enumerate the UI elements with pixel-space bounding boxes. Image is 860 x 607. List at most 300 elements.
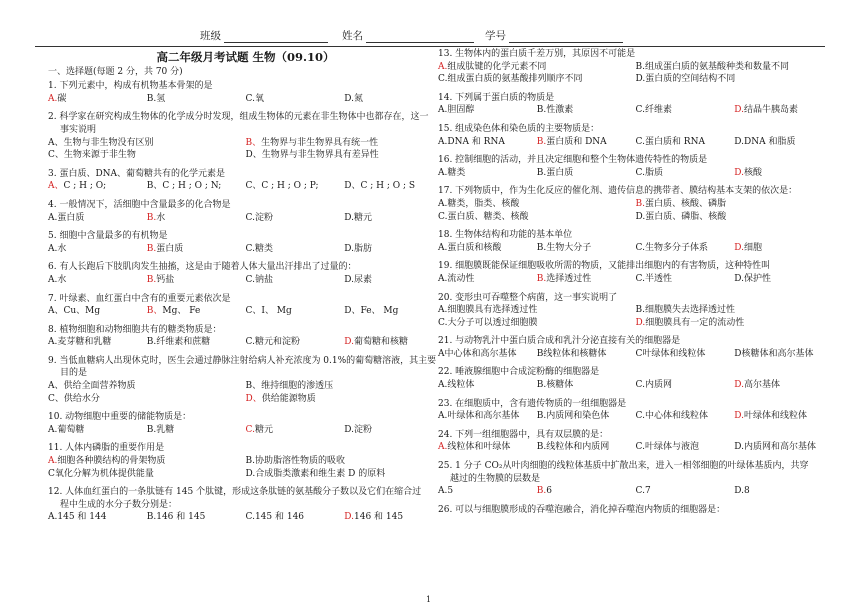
- question-stem: 22. 唾液腺细胞中合成淀粉酶的细胞器是: [438, 367, 600, 378]
- option-letter: A.: [438, 411, 448, 422]
- question-item: [438, 185, 833, 223]
- answer-option[interactable]: [147, 180, 246, 193]
- question-stem-continued: 目的是: [60, 368, 88, 379]
- answer-option[interactable]: [48, 212, 147, 225]
- question-item: [438, 48, 833, 86]
- option-letter: A.: [438, 105, 448, 116]
- option-text: 糖元和淀粉: [254, 337, 300, 348]
- question-item: [48, 442, 443, 480]
- answer-option[interactable]: [246, 424, 345, 437]
- option-letter: A.: [48, 424, 58, 435]
- question-stem: 24. 下列一组细胞器中，具有双层膜的是：: [438, 429, 609, 440]
- option-text: 核糖体和高尔基体: [741, 348, 814, 359]
- answer-option[interactable]: [344, 93, 443, 106]
- option-text: 线粒体和叶绿体: [447, 442, 511, 453]
- answer-option[interactable]: [147, 274, 246, 287]
- option-text: 糖类: [254, 243, 273, 254]
- option-text: 性激素: [546, 105, 574, 116]
- option-text: 水: [156, 212, 166, 223]
- answer-option[interactable]: [48, 424, 147, 437]
- question-stem: 15. 组成染色体和染色质的主要物质是：: [438, 123, 600, 134]
- option-letter: B.: [536, 380, 547, 391]
- page-number: 1: [426, 595, 432, 604]
- answer-option[interactable]: [246, 93, 345, 106]
- answer-option[interactable]: [438, 485, 537, 498]
- option-text: C ; H ; O ; P;: [261, 181, 319, 192]
- option-text: 组成肽键的化学元素不同: [447, 61, 547, 72]
- question-stem: 17. 下列物质中，作为生化反应的催化剂、遗传信息的携带者、膜结构基本支架的依次是：: [438, 186, 798, 197]
- option-text: 糖元: [354, 212, 373, 223]
- answer-option[interactable]: [734, 379, 833, 392]
- option-text: 脂肪: [354, 243, 373, 254]
- option-letter: A.: [438, 273, 448, 284]
- option-text: 淀粉: [254, 212, 273, 223]
- option-letter: D.: [734, 105, 745, 116]
- answer-option[interactable]: [734, 485, 833, 498]
- option-letter: B.: [536, 167, 547, 178]
- option-letter: C.: [635, 167, 645, 178]
- option-text: 细胞膜具有选择透过性: [447, 305, 538, 316]
- question-stem: 14. 下列属于蛋白质的物质是: [438, 92, 555, 103]
- answer-option[interactable]: [344, 274, 443, 287]
- answer-option[interactable]: [537, 410, 636, 423]
- answer-option[interactable]: [246, 137, 444, 150]
- option-text: 蛋白质: [57, 212, 85, 223]
- answer-option[interactable]: [636, 273, 735, 286]
- answer-option[interactable]: [48, 305, 147, 318]
- option-letter: D.: [635, 211, 646, 222]
- answer-option[interactable]: [48, 137, 246, 150]
- answer-options: [48, 336, 443, 349]
- option-text: 胆固醇: [447, 105, 475, 116]
- question-item: [438, 154, 833, 179]
- option-text: 淀粉: [354, 424, 373, 435]
- question-stem: 20. 变形虫可吞噬整个病菌，这一事实说明了: [438, 292, 618, 303]
- question-stem: 18. 生物体结构和功能的基本单位: [438, 230, 573, 241]
- name-label: 姓名: [342, 30, 363, 42]
- answer-option[interactable]: [636, 211, 834, 224]
- question-stem: 23. 在细胞质中，含有遗传物质的一组细胞器是: [438, 398, 627, 409]
- option-letter: B.: [146, 337, 157, 348]
- answer-option[interactable]: [537, 136, 636, 149]
- answer-option[interactable]: [438, 317, 636, 330]
- option-letter: A.: [48, 212, 58, 223]
- answer-options: [48, 380, 443, 405]
- answer-option[interactable]: [537, 485, 636, 498]
- answer-option[interactable]: [438, 410, 537, 423]
- answer-option[interactable]: [246, 380, 444, 393]
- option-letter: D.: [344, 512, 355, 523]
- option-text: 麦芽糖和乳糖: [57, 337, 112, 348]
- question-item: [48, 230, 443, 255]
- option-text: 5: [447, 486, 454, 497]
- option-letter: B.: [146, 243, 157, 254]
- option-letter: B、: [245, 381, 262, 392]
- answer-option[interactable]: [438, 242, 537, 255]
- option-text: 叶绿体和线粒体: [642, 348, 706, 359]
- option-letter: C.: [635, 380, 645, 391]
- option-letter: C.: [635, 442, 645, 453]
- option-letter: C.: [438, 211, 448, 222]
- question-item: [48, 111, 443, 161]
- answer-option[interactable]: [636, 304, 834, 317]
- answer-options: [438, 485, 833, 498]
- answer-option[interactable]: [48, 180, 147, 193]
- option-text: 蛋白质和核酸: [447, 242, 502, 253]
- question-stem-continued: 越过的生物膜的层数是: [450, 473, 541, 484]
- option-letter: D.: [344, 212, 355, 223]
- question-stem: 26. 可以与细胞膜形成的吞噬泡融合，消化掉吞噬泡内物质的细胞器是：: [438, 504, 726, 515]
- option-text: 水: [57, 243, 67, 254]
- option-letter: B.: [536, 411, 547, 422]
- option-text: 中心体和线粒体: [644, 411, 708, 422]
- answer-options: [438, 61, 833, 86]
- option-text: C ; H ; O ; N;: [162, 181, 222, 192]
- option-text: 内质网和染色体: [546, 411, 610, 422]
- answer-option[interactable]: [537, 242, 636, 255]
- option-letter: C.: [438, 317, 448, 328]
- option-letter: B.: [536, 242, 547, 253]
- option-text: 糖元: [254, 424, 273, 435]
- answer-option[interactable]: [537, 104, 636, 117]
- option-letter: D.: [344, 337, 355, 348]
- answer-option[interactable]: [48, 380, 246, 393]
- student-info-header: [0, 28, 860, 46]
- answer-option[interactable]: [438, 167, 537, 180]
- answer-option[interactable]: [537, 379, 636, 392]
- option-letter: D.: [734, 486, 745, 497]
- answer-option[interactable]: [48, 393, 246, 406]
- option-letter: D、: [344, 181, 361, 192]
- option-text: 蛋白质的空间结构不同: [645, 74, 736, 85]
- option-letter: D.: [635, 74, 646, 85]
- question-stem: 9. 当低血糖病人出现休克时，医生会通过静脉注射给病人补充浓度为 0.1%的葡萄糖溶液，其主要: [48, 355, 437, 366]
- answer-options: [48, 274, 443, 287]
- question-stem-continued: 程中生成的水分子数分别是：: [60, 499, 178, 510]
- option-letter: C.: [245, 512, 255, 523]
- option-text: 半透性: [644, 273, 672, 284]
- option-letter: D.: [635, 317, 646, 328]
- answer-option[interactable]: [48, 274, 147, 287]
- answer-option[interactable]: [147, 511, 246, 524]
- option-text: 选择透过性: [546, 273, 592, 284]
- option-text: 内质网: [644, 380, 672, 391]
- answer-option[interactable]: [246, 336, 345, 349]
- option-letter: C.: [635, 411, 645, 422]
- option-text: 糖类: [447, 167, 466, 178]
- option-text: I、 Mg: [261, 306, 292, 317]
- option-text: 水: [57, 274, 67, 285]
- answer-option[interactable]: [147, 305, 246, 318]
- question-item: [438, 92, 833, 117]
- answer-option[interactable]: [48, 149, 246, 162]
- option-text: 脂质: [644, 167, 663, 178]
- question-stem: 21. 与动物乳汁中蛋白质合成和乳汁分泌直接有关的细胞器是: [438, 336, 681, 347]
- question-item: [48, 168, 443, 193]
- answer-option[interactable]: [344, 212, 443, 225]
- answer-option[interactable]: [537, 348, 636, 361]
- answer-option[interactable]: [344, 511, 443, 524]
- answer-option[interactable]: [636, 104, 735, 117]
- answer-option[interactable]: [636, 379, 735, 392]
- answer-options: [48, 424, 443, 437]
- option-letter: B.: [146, 212, 157, 223]
- answer-option[interactable]: [48, 455, 246, 468]
- answer-option[interactable]: [438, 304, 636, 317]
- answer-option[interactable]: [537, 441, 636, 454]
- question-item: [438, 504, 833, 517]
- option-text: 生物界与非生物界具有统一性: [261, 137, 379, 148]
- question-item: [48, 355, 443, 405]
- option-letter: B.: [635, 198, 645, 209]
- option-letter: A.: [438, 242, 448, 253]
- number-field[interactable]: [485, 28, 623, 43]
- answer-options: [438, 348, 833, 361]
- answer-options: [438, 136, 833, 149]
- option-text: 供给水分: [63, 393, 100, 404]
- exam-title: 高二年级月考试题 生物（09.10）: [156, 50, 335, 64]
- answer-option[interactable]: [734, 242, 833, 255]
- answer-option[interactable]: [344, 180, 443, 193]
- number-blank[interactable]: [509, 30, 623, 43]
- option-letter: B.: [146, 424, 157, 435]
- option-letter: A.: [438, 442, 448, 453]
- option-text: 线粒体: [447, 380, 475, 391]
- class-field[interactable]: [200, 28, 328, 43]
- option-letter: A.: [48, 512, 58, 523]
- option-letter: A.: [438, 61, 448, 72]
- answer-options: [438, 242, 833, 255]
- option-letter: A.: [48, 243, 58, 254]
- question-item: [438, 335, 833, 360]
- option-text: 组成蛋白质的氨基酸排列顺序不同: [447, 74, 583, 85]
- answer-option[interactable]: [246, 468, 444, 481]
- option-letter: A、: [48, 137, 64, 148]
- option-letter: D.: [245, 468, 256, 479]
- answer-option[interactable]: [438, 273, 537, 286]
- option-text: 146 和 145: [354, 512, 404, 523]
- option-text: 蛋白质和 RNA: [644, 136, 705, 147]
- option-text: 细胞: [744, 242, 763, 253]
- option-text: 叶绿体和高尔基体: [447, 411, 520, 422]
- option-letter: B.: [635, 305, 645, 316]
- answer-option[interactable]: [344, 336, 443, 349]
- section-heading: 一、选择题(每题 2 分，共 70 分): [48, 66, 183, 77]
- answer-option[interactable]: [246, 212, 345, 225]
- option-text: 叶绿体与液泡: [644, 442, 699, 453]
- answer-option[interactable]: [537, 167, 636, 180]
- option-letter: B.: [536, 105, 547, 116]
- option-text: 蛋白质: [156, 243, 184, 254]
- option-text: 组成蛋白质的氨基酸种类和数量不同: [644, 61, 789, 72]
- option-letter: D.: [734, 242, 745, 253]
- answer-option[interactable]: [438, 61, 636, 74]
- answer-option[interactable]: [438, 211, 636, 224]
- question-stem: 3. 蛋白质、DNA、葡萄糖共有的化学元素是: [48, 168, 226, 179]
- option-letter: C.: [635, 486, 645, 497]
- option-text: 细胞膜具有一定的流动性: [645, 317, 745, 328]
- number-label: 学号: [485, 30, 506, 42]
- option-text: 纤维素和蔗糖: [156, 337, 211, 348]
- answer-option[interactable]: [48, 336, 147, 349]
- option-text: 供给能源物质: [261, 393, 316, 404]
- option-text: 生物与非生物没有区别: [63, 137, 154, 148]
- option-text: 维持细胞的渗透压: [261, 381, 334, 392]
- option-text: 保护性: [744, 273, 772, 284]
- option-letter: D.: [734, 167, 745, 178]
- answer-option[interactable]: [48, 511, 147, 524]
- answer-option[interactable]: [147, 243, 246, 256]
- answer-option[interactable]: [48, 243, 147, 256]
- answer-option[interactable]: [734, 273, 833, 286]
- answer-option[interactable]: [438, 379, 537, 392]
- answer-option[interactable]: [246, 393, 444, 406]
- answer-option[interactable]: [48, 93, 147, 106]
- option-letter: B: [536, 348, 544, 359]
- option-letter: D、: [344, 306, 361, 317]
- question-item: [438, 366, 833, 391]
- answer-option[interactable]: [147, 336, 246, 349]
- question-stem: 25. 1 分子 CO₂从叶肉细胞的线粒体基质中扩散出来，进入一相邻细胞的叶绿体基质内，共穿: [438, 461, 809, 472]
- option-text: 细胞各种膜结构的骨架物质: [57, 456, 166, 467]
- answer-option[interactable]: [636, 485, 735, 498]
- question-stem: 8. 植物细胞和动物细胞共有的糖类物质是：: [48, 324, 222, 335]
- answer-option[interactable]: [438, 198, 636, 211]
- answer-option[interactable]: [344, 424, 443, 437]
- answer-option[interactable]: [438, 104, 537, 117]
- answer-options: [438, 198, 833, 223]
- option-text: 核糖体: [546, 380, 574, 391]
- option-text: 145 和 146: [254, 512, 305, 523]
- option-text: 尿素: [354, 274, 373, 285]
- option-letter: D.: [344, 93, 355, 104]
- class-blank[interactable]: [224, 30, 328, 43]
- option-letter: D.: [344, 243, 355, 254]
- answer-option[interactable]: [246, 180, 345, 193]
- answer-option[interactable]: [246, 274, 345, 287]
- answer-options: [438, 304, 833, 329]
- answer-option[interactable]: [537, 273, 636, 286]
- answer-option[interactable]: [636, 198, 834, 211]
- option-letter: C: [48, 468, 55, 479]
- option-letter: C.: [245, 337, 255, 348]
- option-letter: C.: [245, 93, 255, 104]
- option-letter: A.: [48, 337, 58, 348]
- option-text: 生物来源于非生物: [63, 150, 136, 161]
- question-item: [438, 398, 833, 423]
- answer-option[interactable]: [438, 348, 537, 361]
- option-letter: B.: [146, 274, 157, 285]
- answer-option[interactable]: [636, 61, 834, 74]
- option-letter: D.: [344, 274, 355, 285]
- answer-options: [438, 410, 833, 423]
- question-item: [48, 293, 443, 318]
- answer-option[interactable]: [636, 348, 735, 361]
- answer-option[interactable]: [147, 424, 246, 437]
- answer-option[interactable]: [636, 441, 735, 454]
- option-text: DNA 和脂质: [744, 136, 796, 147]
- answer-option[interactable]: [734, 441, 833, 454]
- question-stem: 2. 科学家在研究构成生物体的化学成分时发现，组成生物体的元素在非生物体中也都存在，这一: [48, 112, 429, 123]
- name-blank[interactable]: [366, 30, 474, 43]
- answer-options: [438, 167, 833, 180]
- question-stem: 12. 人体血红蛋白的一条肽链有 145 个肽键，形成这条肽链的氨基酸分子数以及它们在缩合过: [48, 487, 422, 498]
- option-letter: C.: [635, 273, 645, 284]
- answer-options: [438, 273, 833, 286]
- option-text: C ; H ; O;: [63, 181, 107, 192]
- answer-option[interactable]: [734, 136, 833, 149]
- answer-option[interactable]: [246, 455, 444, 468]
- option-text: 内质网和高尔基体: [744, 442, 817, 453]
- answer-option[interactable]: [636, 242, 735, 255]
- question-item: [48, 486, 443, 524]
- question-stem: 19. 细胞膜既能保证细胞吸收所需的物质，又能排出细胞内的有害物质，这种特性叫: [438, 261, 771, 272]
- answer-option[interactable]: [636, 167, 735, 180]
- answer-options: [48, 511, 443, 524]
- option-letter: A.: [48, 274, 58, 285]
- option-letter: A、: [48, 381, 64, 392]
- left-column: [48, 48, 443, 530]
- option-letter: C.: [245, 424, 255, 435]
- answer-option[interactable]: [344, 305, 443, 318]
- option-text: 协助脂溶性物质的吸收: [254, 456, 345, 467]
- answer-option[interactable]: [147, 93, 246, 106]
- answer-option[interactable]: [48, 468, 246, 481]
- option-letter: B.: [146, 512, 157, 523]
- answer-option[interactable]: [438, 136, 537, 149]
- answer-option[interactable]: [734, 348, 833, 361]
- answer-option[interactable]: [246, 511, 345, 524]
- name-field[interactable]: [342, 28, 474, 43]
- option-text: 蛋白质和 DNA: [546, 136, 607, 147]
- option-letter: D、: [245, 393, 262, 404]
- option-letter: D.: [344, 424, 355, 435]
- answer-option[interactable]: [438, 73, 636, 86]
- answer-option[interactable]: [734, 104, 833, 117]
- question-item: [438, 429, 833, 454]
- answer-option[interactable]: [246, 149, 444, 162]
- answer-option[interactable]: [636, 73, 834, 86]
- answer-options: [438, 379, 833, 392]
- option-letter: A.: [438, 305, 448, 316]
- answer-option[interactable]: [636, 136, 735, 149]
- answer-option[interactable]: [636, 317, 834, 330]
- option-letter: B、: [146, 306, 163, 317]
- option-text: 蛋白质、磷脂、核酸: [645, 211, 727, 222]
- answer-option[interactable]: [246, 305, 345, 318]
- answer-option[interactable]: [246, 243, 345, 256]
- option-text: 细胞膜失去选择透过性: [644, 305, 735, 316]
- answer-option[interactable]: [734, 167, 833, 180]
- option-letter: D.: [734, 273, 745, 284]
- answer-option[interactable]: [344, 243, 443, 256]
- option-text: 合成脂类激素和维生素 D 的原料: [255, 468, 386, 479]
- question-item: [48, 199, 443, 224]
- answer-options: [438, 104, 833, 117]
- answer-option[interactable]: [734, 410, 833, 423]
- option-letter: C、: [245, 306, 262, 317]
- option-text: 氧化分解为机体提供能量: [54, 468, 154, 479]
- option-letter: C.: [438, 74, 448, 85]
- option-text: 生物界与非生物界具有差异性: [261, 150, 379, 161]
- question-stem: 5. 细胞中含量最多的有机物是: [48, 231, 168, 242]
- answer-option[interactable]: [147, 212, 246, 225]
- option-letter: D.: [734, 136, 745, 147]
- question-item: [48, 324, 443, 349]
- answer-option[interactable]: [438, 441, 537, 454]
- answer-option[interactable]: [636, 410, 735, 423]
- question-stem: 4. 一般情况下，活细胞中含量最多的化合物是: [48, 199, 231, 210]
